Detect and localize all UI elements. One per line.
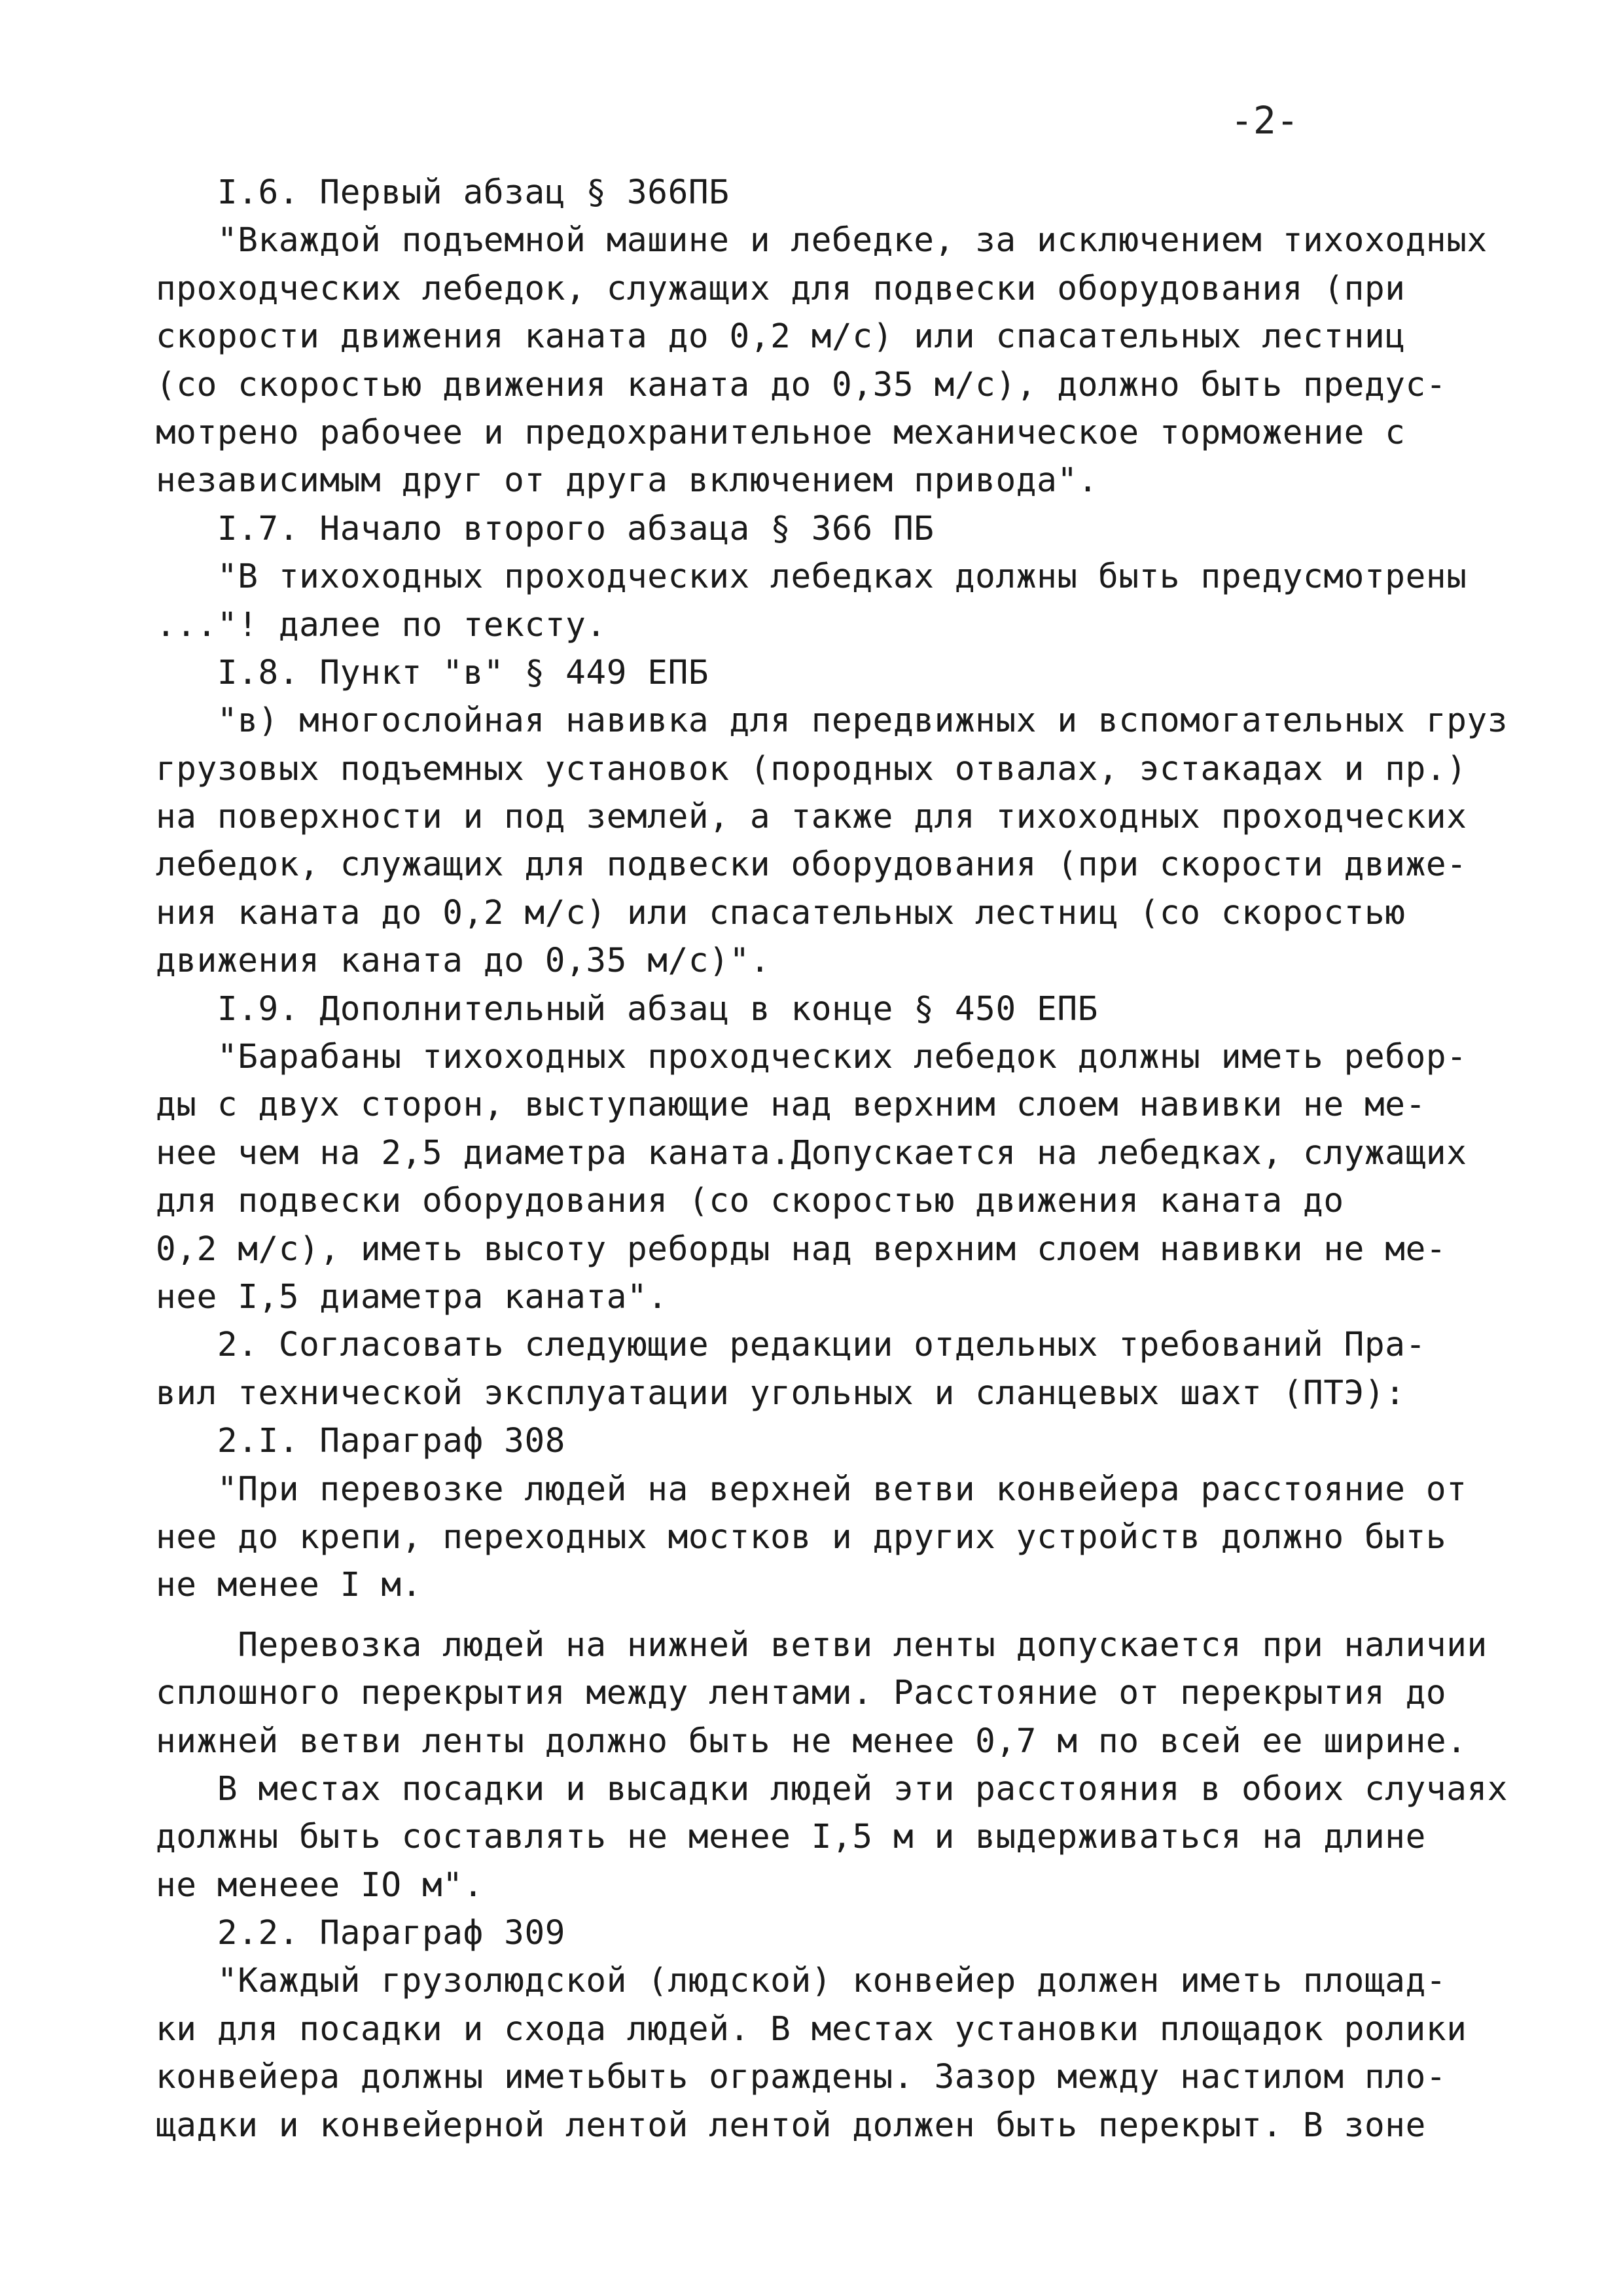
text-line: лебедок, служащих для подвески оборудования (при скорости движе- [156,845,1467,885]
text-line: I.7. Начало второго абзаца § 366 ПБ [156,509,935,548]
document-body [156,169,1508,2149]
text-line: "При перевозке людей на верхней ветви конвейера расстояние от [156,1470,1467,1509]
page-number: -2- [1230,98,1299,143]
text-line: Перевозка людей на нижней ветви ленты допускается при наличии [156,1625,1488,1665]
text-line: независимым друг от друга включением привода". [156,461,1099,501]
text-line: мотрено рабочее и предохранительное механическое торможение с [156,413,1406,452]
text-line: ки для посадки и схода людей. В местах установки площадок ролики [156,2009,1467,2049]
text-line: конвейера должны иметьбыть ограждены. Зазор между настилом пло- [156,2058,1447,2097]
text-line: В местах посадки и высадки людей эти расстояния в обоих случаях [156,1769,1508,1809]
text-line: нижней ветви ленты должно быть не менее 0,7 м по всей ее ширине. [156,1722,1467,1761]
text-line: вил технической эксплуатации угольных и сланцевых шахт (ПТЭ): [156,1373,1406,1413]
text-line: "Барабаны тихоходных проходческих лебедок должны иметь ребор- [156,1038,1467,1077]
text-line: скорости движения каната до 0,2 м/с) или спасательных лестниц [156,317,1406,357]
text-line: щадки и конвейерной лентой лентой должен быть перекрыт. В зоне [156,2106,1426,2145]
text-line: нее чем на 2,5 диаметра каната.Допускается на лебедках, служащих [156,1133,1467,1173]
text-line: ..."! далее по тексту. [156,605,607,645]
text-line: "в) многослойная навивка для передвижных и вспомогательных груз [156,701,1508,741]
text-line: I.8. Пункт "в" § 449 ЕПБ [156,653,709,692]
text-line: "Каждый грузолюдской (людской) конвейер должен иметь площад- [156,1962,1447,2001]
text-line: ния каната до 0,2 м/с) или спасательных лестниц (со скоростью [156,893,1406,932]
text-line: не менее I м. [156,1566,422,1605]
text-line: для подвески оборудования (со скоростью движения каната до [156,1182,1344,1221]
text-line: проходческих лебедок, служащих для подвески оборудования (при [156,269,1406,308]
text-line: нее до крепи, переходных мостков и других устройств должно быть [156,1517,1447,1557]
paragraph-gap [156,1610,1504,1621]
text-line: грузовых подъемных установок (породных отвалах, эстакадах и пр.) [156,749,1467,788]
text-line: I.6. Первый абзац § 366ПБ [156,173,730,212]
text-line: сплошного перекрытия между лентами. Расстояние от перекрытия до [156,1674,1447,1713]
text-line: не менеее IO м". [156,1865,484,1905]
text-line: 0,2 м/с), иметь высоту реборды над верхним слоем навивки не ме- [156,1229,1447,1269]
text-line: 2. Согласовать следующие редакции отдельных требований Пра- [156,1326,1426,1365]
text-line: 2.I. Параграф 308 [156,1422,566,1461]
text-line: I.9. Дополнительный абзац в конце § 450 ЕПБ [156,989,1099,1029]
text-line: "В тихоходных проходческих лебедках должны быть предусмотрены [156,557,1467,597]
text-line: "Вкаждой подъемной машине и лебедке, за исключением тихоходных [156,221,1488,260]
text-line: 2.2. Параграф 309 [156,1914,566,1953]
text-line: (со скоростью движения каната до 0,35 м/с), должно быть предус- [156,365,1447,404]
text-line: должны быть составлять не менее I,5 м и выдерживаться на длине [156,1818,1426,1857]
text-line: ды с двух сторон, выступающие над верхним слоем навивки не ме- [156,1086,1426,1125]
text-line: нее I,5 диаметра каната". [156,1277,668,1316]
text-line: движения каната до 0,35 м/с)". [156,942,771,981]
text-line: на поверхности и под землей, а также для тихоходных проходческих [156,798,1467,837]
